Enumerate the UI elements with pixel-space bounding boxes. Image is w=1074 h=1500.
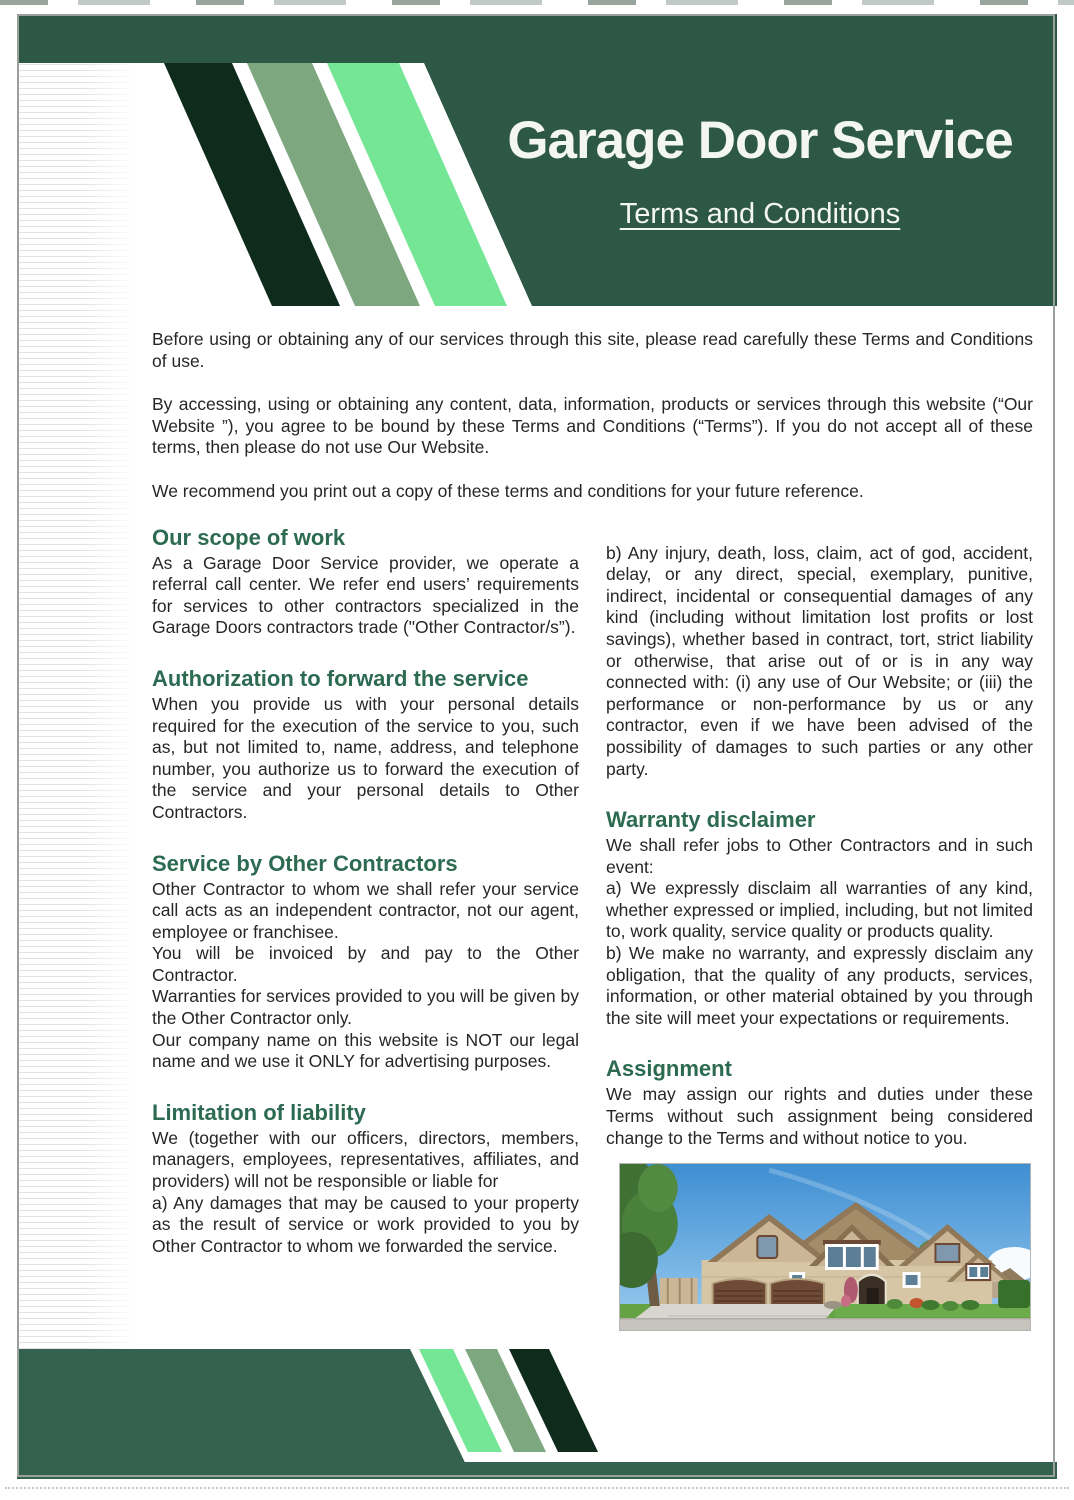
section-paragraph: b) We make no warranty, and expressly disclaim any obligation, that the quality of any products, services, information, or other material obtained by you through the site will meet your expectations or requirements.: [606, 943, 1033, 1028]
intro-paragraph-1: Before using or obtaining any of our services through this site, please read carefully these Terms and Conditions of use.: [152, 329, 1033, 371]
section-heading-warranty: Warranty disclaimer: [606, 807, 816, 833]
left-column: [152, 525, 579, 1332]
section-paragraph: Our company name on this website is NOT our legal name and we use it ONLY for advertising purposes.: [152, 1029, 579, 1072]
section-heading-authorization: Authorization to forward the service: [152, 665, 529, 691]
header-titles: [470, 112, 1050, 231]
section-paragraph: We (together with our officers, directors, members, managers, employees, representatives, affiliates, and providers) will not be responsible or liable for: [152, 1127, 579, 1192]
footer-bottom-strip: [17, 1462, 1057, 1479]
section-heading-limitation: Limitation of liability: [152, 1099, 366, 1125]
page-subtitle: Terms and Conditions: [619, 198, 901, 231]
section-paragraph: When you provide us with your personal details required for the execution of the service to you, such as, but not limited to, name, address, and telephone number, you authorize us to forward the execution of the service and your personal details to Other Contractors.: [152, 693, 579, 822]
section-heading-scope: Our scope of work: [152, 524, 346, 550]
house-photo-scene: [620, 1164, 1030, 1330]
footer-banner: [17, 1349, 1057, 1479]
section-paragraph: a) Any damages that may be caused to your property as the result of service or work provided to you by Other Contractor to whom we forwarded the service.: [152, 1192, 579, 1256]
intro-paragraph-3: We recommend you print out a copy of these terms and conditions for your future reference.: [152, 480, 864, 501]
footer-green-block: [17, 1349, 473, 1479]
section-paragraph: You will be invoiced by and pay to the Other Contractor.: [152, 943, 579, 985]
top-edge-artifact: [0, 0, 1074, 5]
section-heading-assignment: Assignment: [606, 1056, 732, 1082]
section-paragraph: We may assign our rights and duties under these Terms without such assignment being considered change to the Terms and without notice to you.: [606, 1084, 1033, 1148]
right-column: [606, 525, 1033, 1332]
section-paragraph: Warranties for services provided to you will be given by the Other Contractor only.: [152, 986, 579, 1029]
section-paragraph: a) We expressly disclaim all warranties of any kind, whether expressed or implied, including, but not limited to, work quality, service quality or products quality.: [606, 878, 1033, 942]
two-column-layout: [152, 525, 1033, 1332]
liability-continued-paragraph: b) Any injury, death, loss, claim, act of god, accident, delay, or any direct, special, exemplary, punitive, indirect, incidental or consequential damages of any kind (including without limitation lost profits or lost savings), whether based in contract, tort, strict liability or otherwise, that arise out of or is in any way connected with: (i) any use of Our Website; or (iii) the performance or non-performance by us or any contractor, even if we have been advised of the possibility of damages to such parties or any other party.: [606, 542, 1033, 779]
intro-paragraph-2: By accessing, using or obtaining any content, data, information, products or services through this website (“Our Website ”), you agree to be bound by these Terms and Conditions (“Terms”). If you do not accept all of these terms, then please do not use Our Website.: [152, 394, 1033, 458]
section-paragraph: Other Contractor to whom we shall refer your service call acts as an independent contractor, not our agent, employee or franchisee.: [152, 878, 579, 942]
section-paragraph: We shall refer jobs to Other Contractors and in such event:: [606, 835, 1033, 877]
terms-content: [152, 329, 1033, 1331]
page-title: Garage Door Service: [507, 111, 1013, 170]
section-paragraph: As a Garage Door Service provider, we operate a referral call center. We refer end users’ requirements for services to other contractors specialized in the Garage Doors contractors trade ("Other Contractor/s”).: [152, 552, 579, 638]
section-heading-service-by-others: Service by Other Contractors: [152, 850, 458, 876]
bottom-dotted-line: [5, 1487, 1069, 1489]
house-photo: [619, 1163, 1031, 1331]
